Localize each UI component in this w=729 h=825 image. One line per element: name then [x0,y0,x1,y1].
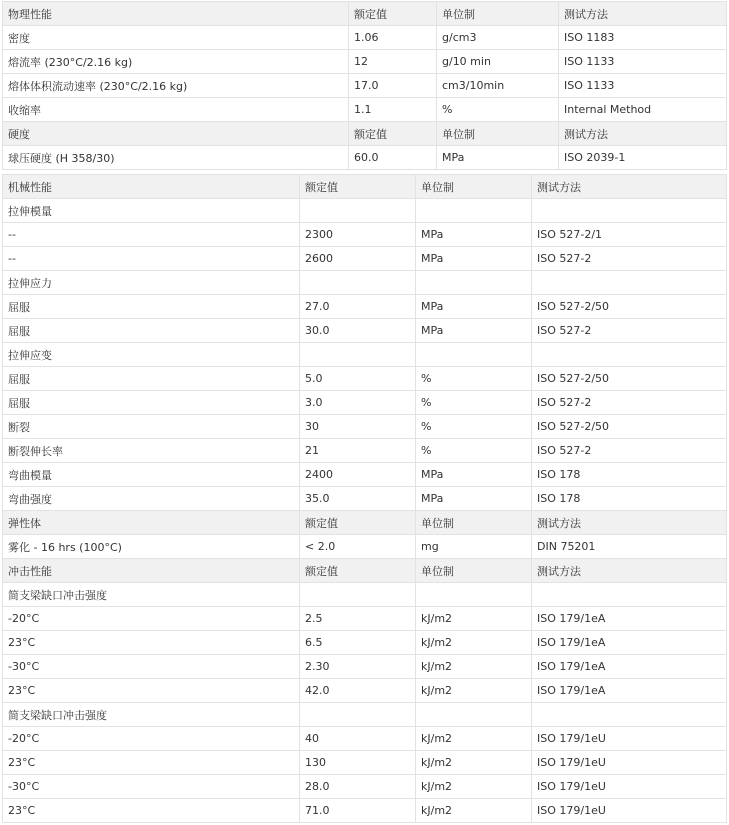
cell-unit: % [416,391,532,415]
header-property: 弹性体 [3,511,300,535]
cell-test-method: ISO 178 [532,463,727,487]
cell-value: 40 [300,727,416,751]
cell-unit: kJ/m2 [416,775,532,799]
table-row [3,50,727,74]
cell-property: 简支梁缺口冲击强度 [3,703,300,727]
cell-test-method: ISO 179/1eU [532,727,727,751]
table-row [3,319,727,343]
table-row [3,391,727,415]
cell-value: 60.0 [349,146,437,170]
table-row [3,26,727,50]
cell-unit: % [437,98,559,122]
header-unit: 单位制 [416,559,532,583]
cell-unit: kJ/m2 [416,631,532,655]
cell-value: 6.5 [300,631,416,655]
cell-property: 球压硬度 (H 358/30) [3,146,349,170]
mechanical-properties-table [2,174,727,823]
cell-test-method: ISO 179/1eU [532,799,727,823]
group-label-row [3,583,727,607]
table-row [3,463,727,487]
cell-value: 1.06 [349,26,437,50]
cell-property: 熔体体积流动速率 (230°C/2.16 kg) [3,74,349,98]
cell-property: -- [3,223,300,247]
cell-test-method [532,271,727,295]
table-row [3,415,727,439]
cell-value: 17.0 [349,74,437,98]
cell-property: 拉伸应力 [3,271,300,295]
cell-unit: MPa [416,463,532,487]
header-value: 额定值 [300,175,416,199]
cell-property: 23°C [3,751,300,775]
cell-test-method: ISO 2039-1 [559,146,727,170]
cell-unit: MPa [416,247,532,271]
group-label-row [3,271,727,295]
cell-test-method: ISO 527-2 [532,391,727,415]
cell-unit: MPa [416,223,532,247]
cell-unit: kJ/m2 [416,799,532,823]
cell-unit [416,199,532,223]
cell-value: 27.0 [300,295,416,319]
cell-unit [416,271,532,295]
cell-test-method: DIN 75201 [532,535,727,559]
cell-test-method: ISO 179/1eA [532,631,727,655]
cell-test-method: ISO 527-2 [532,247,727,271]
cell-value: 35.0 [300,487,416,511]
table-row [3,247,727,271]
cell-property: 雾化 - 16 hrs (100°C) [3,535,300,559]
cell-value: 3.0 [300,391,416,415]
cell-unit: kJ/m2 [416,655,532,679]
cell-property: -20°C [3,727,300,751]
header-value: 额定值 [300,511,416,535]
cell-test-method: ISO 527-2/50 [532,295,727,319]
header-unit: 单位制 [416,511,532,535]
group-label-row [3,343,727,367]
table-row [3,223,727,247]
table-row [3,74,727,98]
cell-unit [416,703,532,727]
cell-value [300,583,416,607]
cell-unit [416,583,532,607]
table-row [3,487,727,511]
cell-value [300,703,416,727]
cell-test-method [532,343,727,367]
cell-test-method: ISO 179/1eU [532,775,727,799]
cell-test-method: ISO 527-2 [532,319,727,343]
cell-value: 21 [300,439,416,463]
cell-property: 断裂 [3,415,300,439]
cell-unit: g/cm3 [437,26,559,50]
header-test-method: 测试方法 [532,175,727,199]
cell-property: 23°C [3,631,300,655]
physical-properties-table [2,1,727,170]
table-row [3,367,727,391]
section-header-row [3,122,727,146]
cell-unit: % [416,367,532,391]
table-row [3,607,727,631]
section-header-row [3,511,727,535]
header-unit: 单位制 [437,2,559,26]
cell-value [300,271,416,295]
cell-test-method: ISO 179/1eA [532,679,727,703]
header-unit: 单位制 [416,175,532,199]
cell-unit: mg [416,535,532,559]
cell-test-method: ISO 179/1eU [532,751,727,775]
cell-unit: kJ/m2 [416,727,532,751]
cell-property: 收缩率 [3,98,349,122]
table-row [3,655,727,679]
cell-value: 2.5 [300,607,416,631]
cell-unit [416,343,532,367]
cell-test-method: ISO 179/1eA [532,655,727,679]
cell-property: 弯曲强度 [3,487,300,511]
table-row [3,799,727,823]
header-value: 额定值 [349,2,437,26]
cell-property: 屈服 [3,319,300,343]
cell-test-method: ISO 1133 [559,74,727,98]
table-row [3,535,727,559]
section-header-row [3,559,727,583]
cell-property: 密度 [3,26,349,50]
cell-value: 130 [300,751,416,775]
section-header-row [3,2,727,26]
header-property: 机械性能 [3,175,300,199]
cell-unit: cm3/10min [437,74,559,98]
cell-value: 28.0 [300,775,416,799]
cell-property: 拉伸应变 [3,343,300,367]
cell-value: 5.0 [300,367,416,391]
cell-unit: % [416,439,532,463]
table-row [3,631,727,655]
header-property: 物理性能 [3,2,349,26]
cell-test-method: ISO 179/1eA [532,607,727,631]
cell-test-method: ISO 178 [532,487,727,511]
section-header-row [3,175,727,199]
header-unit: 单位制 [437,122,559,146]
header-test-method: 测试方法 [559,2,727,26]
cell-value: 71.0 [300,799,416,823]
cell-property: 断裂伸长率 [3,439,300,463]
header-value: 额定值 [300,559,416,583]
cell-unit: kJ/m2 [416,679,532,703]
cell-property: 23°C [3,679,300,703]
cell-property: -- [3,247,300,271]
cell-property: -20°C [3,607,300,631]
cell-property: 屈服 [3,367,300,391]
cell-value: 42.0 [300,679,416,703]
header-property: 硬度 [3,122,349,146]
cell-property: 弯曲模量 [3,463,300,487]
cell-value: 1.1 [349,98,437,122]
header-property: 冲击性能 [3,559,300,583]
cell-property: 简支梁缺口冲击强度 [3,583,300,607]
table-row [3,727,727,751]
cell-unit: % [416,415,532,439]
cell-property: 拉伸模量 [3,199,300,223]
cell-test-method [532,199,727,223]
cell-property: -30°C [3,655,300,679]
cell-unit: g/10 min [437,50,559,74]
cell-value: < 2.0 [300,535,416,559]
group-label-row [3,199,727,223]
table-row [3,98,727,122]
cell-test-method: ISO 1183 [559,26,727,50]
cell-test-method: ISO 1133 [559,50,727,74]
cell-test-method [532,583,727,607]
header-test-method: 测试方法 [532,559,727,583]
cell-unit: MPa [416,319,532,343]
cell-test-method: Internal Method [559,98,727,122]
table-row [3,439,727,463]
cell-value: 2600 [300,247,416,271]
cell-value: 2400 [300,463,416,487]
cell-test-method [532,703,727,727]
table-row [3,146,727,170]
header-test-method: 测试方法 [559,122,727,146]
cell-property: -30°C [3,775,300,799]
cell-value [300,199,416,223]
cell-property: 屈服 [3,295,300,319]
cell-value: 2.30 [300,655,416,679]
cell-unit: kJ/m2 [416,607,532,631]
table-row [3,295,727,319]
header-test-method: 测试方法 [532,511,727,535]
cell-test-method: ISO 527-2/50 [532,367,727,391]
cell-unit: kJ/m2 [416,751,532,775]
table-row [3,775,727,799]
cell-test-method: ISO 527-2/50 [532,415,727,439]
cell-property: 23°C [3,799,300,823]
cell-unit: MPa [437,146,559,170]
cell-test-method: ISO 527-2 [532,439,727,463]
cell-value: 30 [300,415,416,439]
cell-value: 2300 [300,223,416,247]
cell-value: 12 [349,50,437,74]
cell-value [300,343,416,367]
table-row [3,679,727,703]
cell-property: 熔流率 (230°C/2.16 kg) [3,50,349,74]
cell-test-method: ISO 527-2/1 [532,223,727,247]
header-value: 额定值 [349,122,437,146]
group-label-row [3,703,727,727]
cell-property: 屈服 [3,391,300,415]
cell-value: 30.0 [300,319,416,343]
cell-unit: MPa [416,487,532,511]
cell-unit: MPa [416,295,532,319]
table-row [3,751,727,775]
